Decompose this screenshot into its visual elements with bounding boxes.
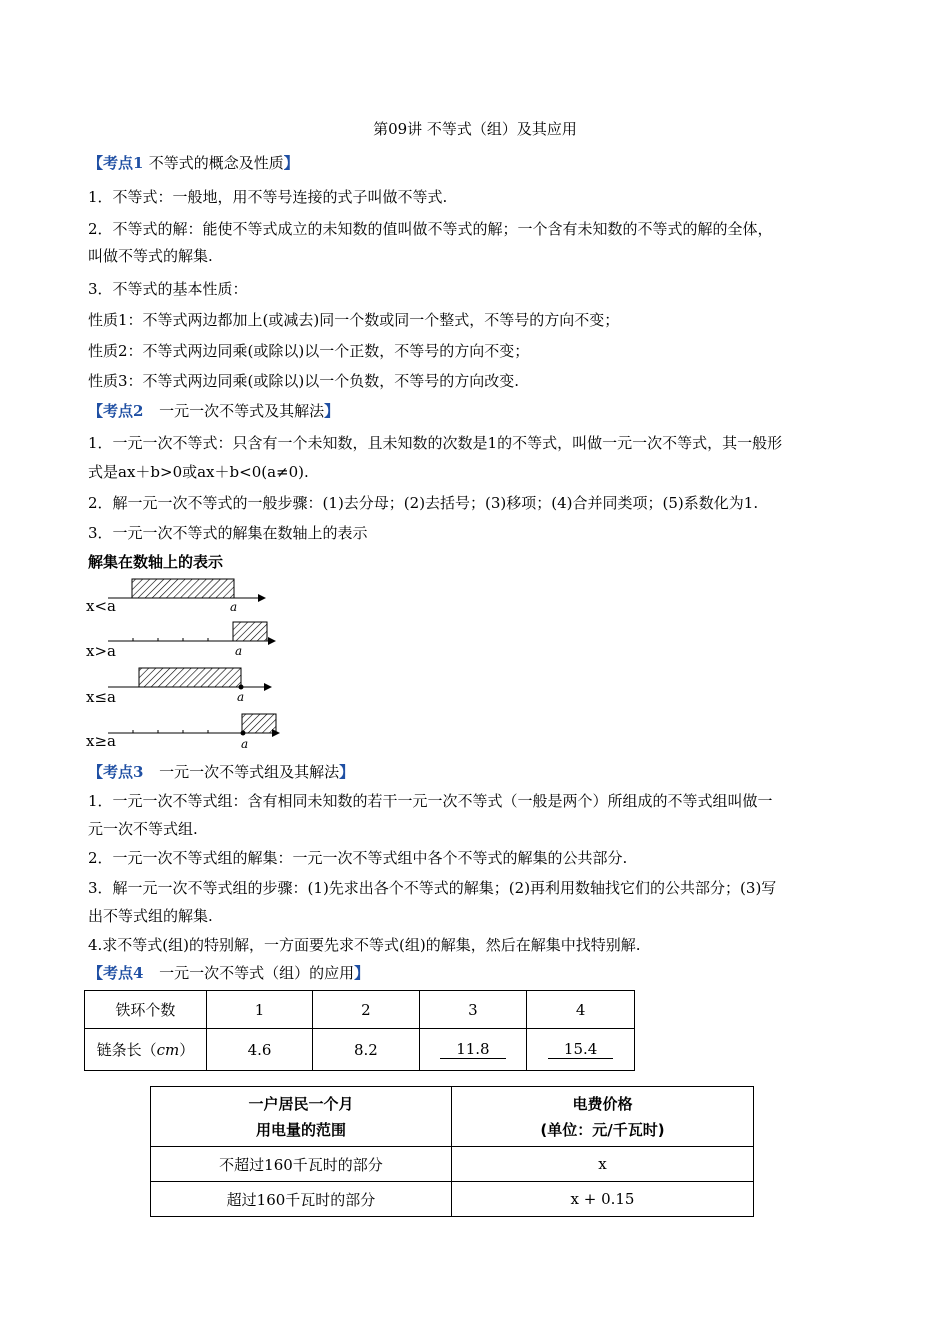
s1-line-4: 3．不等式的基本性质： [88, 280, 248, 298]
table-cell: 2 [313, 991, 419, 1029]
nl-4-point: a [241, 737, 249, 751]
table-cell: 超过160千瓦时的部分 [151, 1182, 452, 1217]
table-cell: x + 0.15 [452, 1182, 754, 1217]
number-line-x-gt-a [108, 620, 278, 660]
table-row [151, 1087, 754, 1147]
table-cell: x [452, 1147, 754, 1182]
table-cell: 4 [527, 991, 635, 1029]
number-line-x-ge-a [108, 710, 283, 752]
s3-line-2: 元一次不等式组. [88, 820, 198, 838]
table-row [151, 1182, 754, 1217]
s3-line-3: 2．一元一次不等式组的解集：一元一次不等式组中各个不等式的解集的公共部分. [88, 849, 628, 867]
nl-2-point: a [235, 644, 243, 658]
nl-4-label: x≥a [86, 732, 116, 750]
s1-line-3: 叫做不等式的解集. [88, 247, 213, 265]
table-cell: 8.2 [313, 1029, 419, 1071]
table-cell: 3 [419, 991, 527, 1029]
table-header-cell: 电费价格 (单位：元/千瓦时) [452, 1087, 754, 1147]
s2-line-4: 3．一元一次不等式的解集在数轴上的表示 [88, 524, 368, 542]
s3-line-5: 出不等式组的解集. [88, 907, 213, 925]
chain-length-table [84, 990, 635, 1071]
section-4-heading: 【考点4 一元一次不等式（组）的应用】 [88, 964, 370, 982]
s1-line-1: 1．不等式：一般地，用不等号连接的式子叫做不等式. [88, 188, 448, 206]
section-1-heading: 【考点1 不等式的概念及性质】 [88, 154, 299, 172]
table-row [85, 991, 635, 1029]
number-line-x-lt-a [108, 578, 268, 614]
section-2-heading: 【考点2 一元一次不等式及其解法】 [88, 402, 340, 420]
numberline-title: 解集在数轴上的表示 [88, 553, 224, 571]
s3-line-1: 1．一元一次不等式组：含有相同未知数的若干一元一次不等式（一般是两个）所组成的不等式组叫做一 [88, 792, 773, 810]
s2-line-2: 式是ax＋b>0或ax＋b<0(a≠0). [88, 463, 309, 481]
s1-line-2: 2．不等式的解：能使不等式成立的未知数的值叫做不等式的解；一个含有未知数的不等式的解的全体， [88, 220, 773, 238]
s2-line-3: 2．解一元一次不等式的一般步骤：(1)去分母；(2)去括号；(3)移项；(4)合并同类项；(5)系数化为1. [88, 494, 759, 512]
table-row [85, 1029, 635, 1071]
s1-line-5: 性质1：不等式两边都加上(或减去)同一个数或同一个整式，不等号的方向不变； [88, 311, 620, 329]
nl-2-label: x>a [86, 642, 116, 660]
page-title: 第09讲 不等式（组）及其应用 [373, 120, 577, 138]
table-cell: 4.6 [206, 1029, 312, 1071]
table-cell: 不超过160千瓦时的部分 [151, 1147, 452, 1182]
s3-line-6: 4.求不等式(组)的特别解，一方面要先求不等式(组)的解集，然后在解集中找特别解. [88, 936, 641, 954]
s2-line-1: 1．一元一次不等式：只含有一个未知数，且未知数的次数是1的不等式，叫做一元一次不等式，其一般形 [88, 434, 783, 452]
section-3-heading: 【考点3 一元一次不等式组及其解法】 [88, 763, 355, 781]
table-cell: 1 [206, 991, 312, 1029]
table-cell: 11.8 [419, 1029, 527, 1071]
s1-line-7: 性质3：不等式两边同乘(或除以)以一个负数，不等号的方向改变. [88, 372, 520, 390]
nl-3-point: a [237, 690, 245, 704]
nl-3-label: x≤a [86, 688, 116, 706]
s3-line-4: 3．解一元一次不等式组的步骤：(1)先求出各个不等式的解集；(2)再利用数轴找它们的公共部分；(3)写 [88, 879, 777, 897]
table-cell: 链条长（cm） [85, 1029, 207, 1071]
nl-1-label: x<a [86, 597, 116, 615]
nl-1-point: a [230, 600, 238, 614]
table-cell: 15.4 [527, 1029, 635, 1071]
table-cell: 铁环个数 [85, 991, 207, 1029]
s1-line-6: 性质2：不等式两边同乘(或除以)以一个正数，不等号的方向不变； [88, 342, 530, 360]
table-row [151, 1147, 754, 1182]
number-line-x-le-a [108, 666, 278, 706]
electricity-price-table [150, 1086, 754, 1217]
table-header-cell: 一户居民一个月 用电量的范围 [151, 1087, 452, 1147]
